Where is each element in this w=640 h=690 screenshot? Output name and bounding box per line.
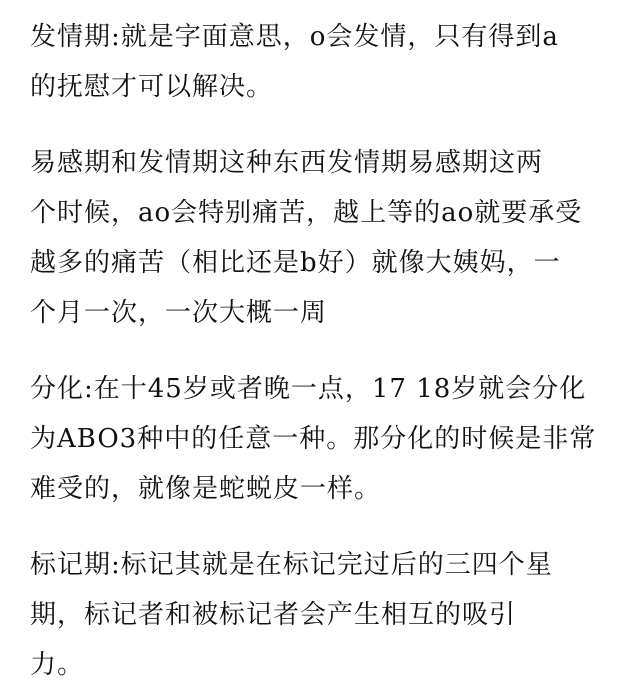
text-line: 期，标记者和被标记者会产生相互的吸引 xyxy=(30,600,517,630)
text-line: 个时候，ao会特别痛苦，越上等的ao就要承受 xyxy=(30,198,583,228)
text-line: 为ABO3种中的任意一种。那分化的时候是非常 xyxy=(30,424,597,454)
paragraph-rut xyxy=(30,138,620,338)
text-line: 难受的，就像是蛇蜕皮一样。 xyxy=(30,474,382,504)
paragraph-estrus xyxy=(30,12,620,112)
text-line: 的抚慰才可以解决。 xyxy=(30,72,274,102)
text-line: 越多的痛苦（相比还是b好）就像大姨妈，一 xyxy=(30,248,561,278)
text-line: 标记期:标记其就是在标记完过后的三四个星 xyxy=(30,550,553,580)
paragraph-marking xyxy=(30,540,620,690)
text-line: 个月一次，一次大概一周 xyxy=(30,298,328,328)
text-line: 力。 xyxy=(30,650,85,680)
text-line: 易感期和发情期这种东西发情期易感期这两 xyxy=(30,148,544,178)
text-line: 分化:在十45岁或者晚一点，17 18岁就会分化 xyxy=(30,374,587,404)
paragraph-differentiation xyxy=(30,364,620,514)
text-line: 发情期:就是字面意思，o会发情，只有得到a xyxy=(30,22,559,52)
